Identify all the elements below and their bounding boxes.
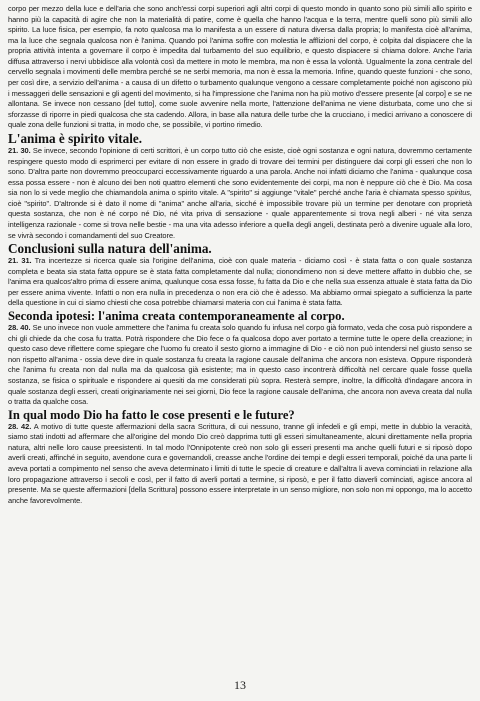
section-heading-conclusioni: Conclusioni sulla natura dell'anima. [8,241,212,257]
paragraph-number: 21. 30. [8,145,31,155]
section-paragraph-conclusioni [8,256,472,309]
page-number: 13 [234,678,246,692]
italic-term: spiritus, [446,188,472,198]
section-paragraph-anima-spirito [8,146,472,241]
section-heading-anima-spirito: L'anima è spirito vitale. [8,130,143,146]
intro-paragraph: corpo per mezzo della luce e dell'aria che sono anch'essi corpi superiori agli altri corpi di questo mondo in quanto sono più simili allo spirito e hanno più la capacità di agire che non la materialità di patire, come è quella che hanno l'acqua e la terra, mentre quelli sono più simili allo spirito. La luce fisica, per esempio, fa noto qualcosa ma lo manifesta a un essere di natura diversa dalla propria; lo manifesta cioè all'anima, ma la luce che segnala qualcosa non è l'anima. Quando poi l'anima soffre con molestia le afflizioni del corpo, è colpita dal dispiacere che la propria attività intenta a governare il corpo è impedita dal turbamento del suo equilibrio, e questo dispiacere si chiama dolore. Anche l'aria diffusa attraverso i nervi ubbidisce alla volontà così da mettere in moto le membra, ma non è essa la volontà. Ugualmente la zona centrale del cervello segnala i movimenti delle membra perché se ne serbi memoria, ma non è essa la memoria. Infine, quando queste funzioni - che sono, per così dire, a servizio dell'anima - a causa di un difetto o turbamento qualunque vengono a cessare completamente poiché non agiscono più i messaggeri delle sensazioni e gli agenti del movimento, si ha l'impressione che l'anima non ha più motivo d'essere presente [al corpo] e se ne allontana. Se invece non cessano [del tutto], come suole avvenire nella morte, l'attenzione dell'anima ne viene disturbata, come uno che si sforzasse di riporre in piedi qualcosa che sta cadendo. Allora, in base alla natura delle turbe che la crucciano, i medici arrivano a conoscere di quale zona delle funzioni si tratta, in modo che, se possibile, vi portino rimedio. [8,4,472,130]
paragraph-text: Tra incertezze si ricerca quale sia l'origine dell'anima, cioè con quale materia - diciamo così - è stata fatta o con quale sostanza completa e beata sia stata fatta oppure se è stata fatta completamente dal nulla; cionondimeno non si deve mettere affatto in dubbio che, se l'anima era qualcos'altro prima di essere anima, qualunque cosa essa fosse, fu fatta da Dio e che nella sua essenza attuale è stata fatta da Dio per essere anima vivente. Infatti o non era nulla in precedenza o non era ciò che è adesso. Ma abbiamo ormai spiegato a sufficienza la parte della questione in cui ci siamo chiesti che cosa potrebbe chiamarsi materia con cui l'anima è stata fatta. [8,256,472,308]
paragraph-text: Se invece, secondo l'opinione di certi scrittori, è un corpo tutto ciò che esiste, cioè ogni sostanza e ogni natura, dovremmo certamente respingere questo modo di esprimerci per evitare di non essere in grado di trovare dei termini per distinguere dai corpi gli esseri che non lo sono. D'altra parte non dovremmo preoccuparci eccessivamente riguardo a una parola. Anche noi infatti diciamo che l'anima - qualunque cosa essa possa essere - non è alcuno dei ben noti quattro elementi che sono evidentemente dei corpi, ma non è neppure ciò che è Dio. Ma cosa sia non lo si vede meglio che chiamandola anima o spirito vitale. A "spirito" si aggiunge "vitale" perché anche l'aria è chiamata spesso [8,145,472,198]
paragraph-number: 28. 40. [8,323,31,333]
section-paragraph-seconda-ipotesi [8,323,472,408]
paragraph-text: Se uno invece non vuole ammettere che l'anima fu creata solo quando fu infusa nel corpo già formato, veda che cosa può rispondere a chi gli chiede da che cosa fu tratta. Potrà rispondere che Dio fece o fa qualcosa dopo aver portato a termine tutte le opere della creazione; in questo caso deve riflettere come spiegare che l'uomo fu creato il sesto giorno a immagine di Dio - e ciò non può intendersi nel giusto senso se non rispetto all'anima - ossia deve dire in quale sostanza fu creata la ragione causale dell'anima che ancora non esisteva. Oppure risponderà che l'anima fu creata non dal nulla ma da qualcosa già esistente; ma in questo caso incontrerà difficoltà nel cercare quale fosse quella sostanza, se fisica o spirituale e rispondere ai quesiti da me considerati più sopra. Resterà sempre, inoltre, la difficoltà d'indagare ancora in quale sostanza degli esseri, creati originariamente nei sei giorni, Dio fece la ragione causale dell'anima, che ancora non aveva creata dal nulla o tratta da qualche cosa. [8,323,472,407]
paragraph-text: A motivo di tutte queste affermazioni della sacra Scrittura, di cui nessuno, tranne gli infedeli e gli empi, mette in dubbio la veracità, siamo stati indotti ad affermare che all'origine del mondo Dio creò dapprima tutti gli esseri simultaneamente, alcuni direttamente nella propria natura, altri nelle loro cause preesistenti. In tal modo l'Onnipotente creò non solo gli esseri presenti ma anche quelli futuri e si riposò dopo averli creati, affinché in seguito, avendone cura e governandoli, creasse anche l'ordine dei tempi e degli esseri temporali, poiché da una parte li aveva portati a compimento nel senso che aveva determinato i limiti di tutte le specie di creature e dall'altra li aveva cominciati in relazione alla loro propagazione attraverso i secoli e così, per il fatto di averli portati a termine, si riposò, e per il fatto diaverli cominciati, agisce ancora al presente. Ma se queste affermazioni [della Scrittura] possono essere interpretate in un senso migliore, non solo non mi oppongo, ma lo accetto anche favorevolmente. [8,421,472,505]
paragraph-number: 21. 31. [8,256,32,266]
section-heading-seconda-ipotesi: Seconda ipotesi: l'anima creata contemporaneamente al corpo. [8,309,345,324]
section-paragraph-in-qual-modo [8,422,472,507]
paragraph-text-continued: cioè "spirito". D'altronde si è dato il nome di "anima" anche all'aria, sicché è impossibile trovare più un termine per denotare con proprietà questa sostanza, che non è né corpo né Dio, né vita priva di sensazione - quale apparentemente si trova negli alberi - né vita senza intelligenza razionale - come si trova nelle bestie - ma una vita adesso inferiore a quella degli angeli, destinata però a divenire uguale alla loro, se vivrà secondo i comandamenti del suo Creatore. [8,198,472,240]
section-heading-in-qual-modo: In qual modo Dio ha fatto le cose presenti e le future? [8,407,295,422]
paragraph-number: 28. 42. [8,421,32,431]
